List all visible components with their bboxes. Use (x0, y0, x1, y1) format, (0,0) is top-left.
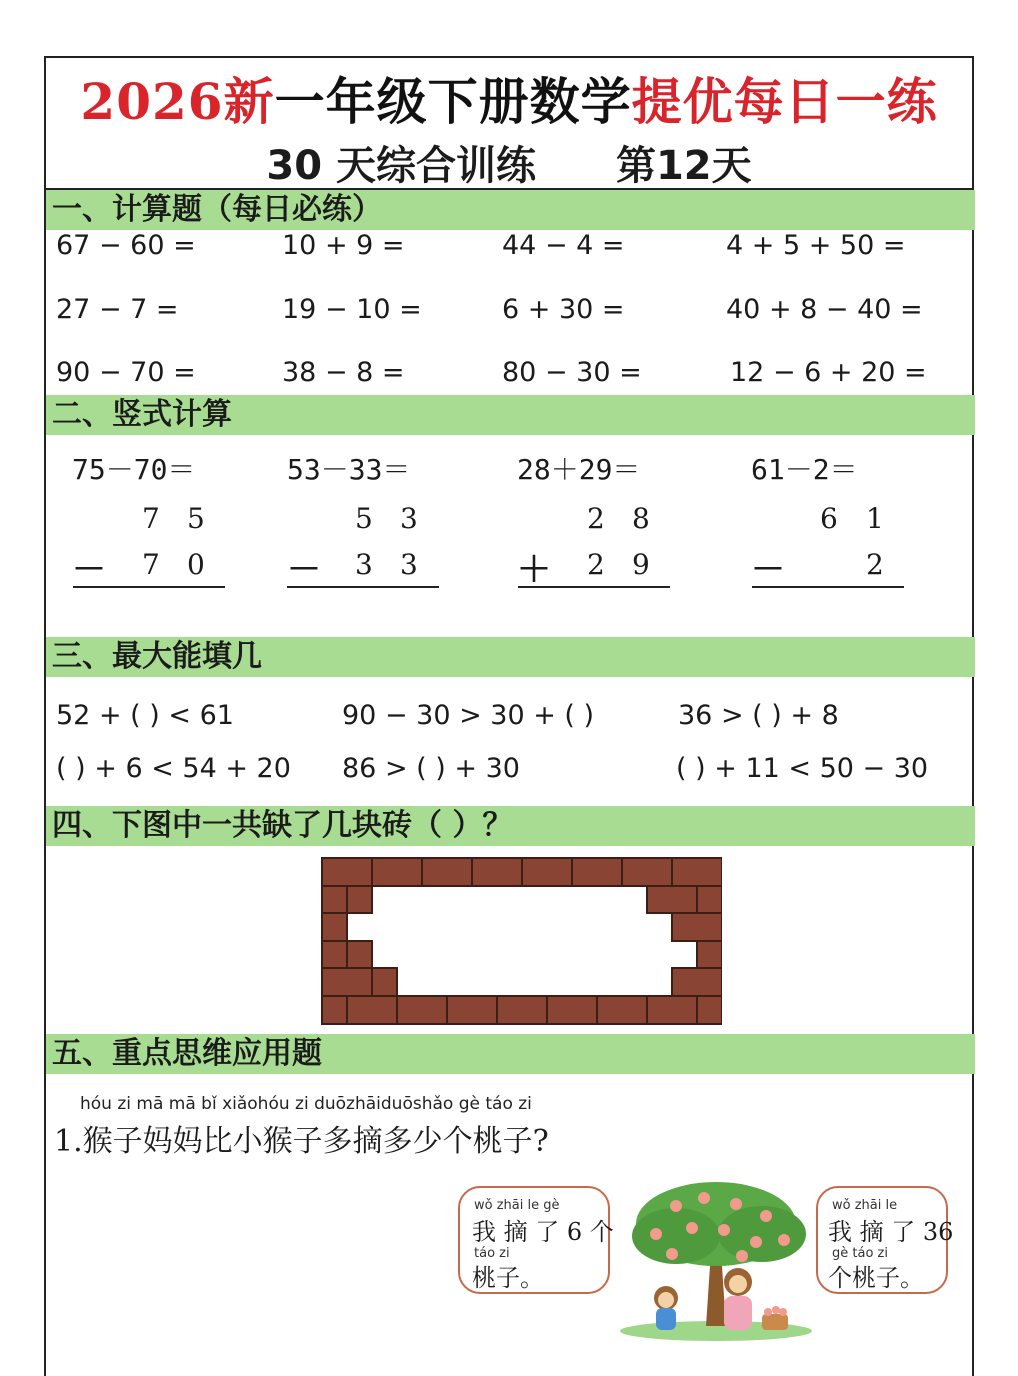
bubble-pinyin: táo zi (474, 1246, 510, 1261)
calc-item: 27 − 7 = (56, 294, 179, 325)
answer-line (752, 586, 904, 588)
vertical-expr: 61－2＝ (751, 453, 858, 486)
title-grade: 一年级下册数学 (274, 72, 632, 131)
section3-header: 三、最大能填几 (46, 637, 975, 677)
top-digit: 6 (820, 502, 838, 535)
small-monkey-icon (654, 1286, 678, 1330)
peach-tree-monkeys-illustration (616, 1176, 816, 1344)
calc-item: 10 + 9 = (282, 230, 405, 261)
mother-monkey-icon (724, 1268, 752, 1330)
fill-item: 36 > ( ) + 8 (678, 700, 839, 731)
calc-item: 90 − 70 = (56, 357, 196, 388)
fill-item: ( ) + 6 < 54 + 20 (56, 753, 291, 784)
title-new: 新 (223, 72, 275, 131)
bubble-pinyin: gè táo zi (832, 1246, 888, 1261)
calc-item: 67 − 60 = (56, 230, 196, 261)
problem-text: 1.猴子妈妈比小猴子多摘多少个桃子? (54, 1124, 549, 1159)
operator: ＋ (517, 550, 551, 590)
calc-item: 38 − 8 = (282, 357, 405, 388)
operator: － (72, 550, 106, 590)
bottom-digit: 3 (400, 548, 418, 581)
top-digit: 2 (587, 502, 605, 535)
bubble-text: 个桃子。 (828, 1264, 924, 1292)
calc-item: 4 + 5 + 50 = (726, 230, 906, 261)
answer-line (73, 586, 225, 588)
answer-line (518, 586, 670, 588)
bubble-text: 我 摘 了 6 个 (472, 1218, 614, 1246)
calc-item: 12 − 6 + 20 = (730, 357, 927, 388)
bottom-digit: 2 (866, 548, 884, 581)
vertical-expr: 28＋29＝ (517, 453, 641, 486)
bottom-digit: 2 (587, 548, 605, 581)
calc-item: 40 + 8 − 40 = (726, 294, 923, 325)
subtitle-training: 30 天综合训练 (266, 143, 536, 189)
top-digit: 8 (632, 502, 650, 535)
bubble-pinyin: wǒ zhāi le (832, 1198, 898, 1213)
section5-header: 五、重点思维应用题 (46, 1034, 975, 1074)
section1-header: 一、计算题（每日必练） (46, 190, 975, 230)
title-daily: 提优每日一练 (631, 72, 938, 131)
bottom-digit: 9 (632, 548, 650, 581)
top-digit: 5 (355, 502, 373, 535)
calc-item: 19 − 10 = (282, 294, 422, 325)
bubble-pinyin: wǒ zhāi le gè (474, 1198, 560, 1213)
operator: － (751, 550, 785, 590)
calc-item: 44 − 4 = (502, 230, 625, 261)
bottom-digit: 3 (355, 548, 373, 581)
problem-pinyin: hóu zi mā mā bǐ xiǎohóu zi duōzhāiduōshǎo gè táo zi (80, 1094, 532, 1114)
top-digit: 1 (866, 502, 884, 535)
missing-bricks-hole (347, 886, 697, 996)
speech-bubble-left (458, 1186, 614, 1294)
section4-header: 四、下图中一共缺了几块砖（ ）？ (46, 806, 975, 846)
bubble-text: 我 摘 了 36 (828, 1218, 954, 1246)
vertical-expr: 53－33＝ (287, 453, 411, 486)
basket-icon (762, 1306, 788, 1330)
operator: － (287, 550, 321, 590)
top-digit: 7 (142, 502, 160, 535)
fill-item: 86 > ( ) + 30 (342, 753, 520, 784)
top-digit: 5 (187, 502, 205, 535)
answer-line (287, 586, 439, 588)
brick-wall-icon (276, 800, 722, 1025)
page-subtitle (46, 134, 972, 191)
bottom-digit: 7 (142, 548, 160, 581)
section2-header: 二、竖式计算 (46, 395, 975, 435)
vertical-expr: 75－70＝ (72, 453, 196, 486)
speech-bubble-right (816, 1186, 954, 1294)
fill-item: 52 + ( ) < 61 (56, 700, 234, 731)
calc-item: 6 + 30 = (502, 294, 625, 325)
fill-item: 90 − 30 > 30 + ( ) (342, 700, 595, 731)
calc-item: 80 − 30 = (502, 357, 642, 388)
brick-wall-figure (276, 800, 722, 1029)
title-year: 2026 (80, 72, 224, 131)
bubble-text: 桃子。 (472, 1264, 544, 1292)
subtitle-day: 第12天 (615, 143, 752, 189)
page-title (46, 62, 972, 134)
bottom-digit: 0 (187, 548, 205, 581)
fill-item: ( ) + 11 < 50 − 30 (676, 753, 929, 784)
top-digit: 3 (400, 502, 418, 535)
